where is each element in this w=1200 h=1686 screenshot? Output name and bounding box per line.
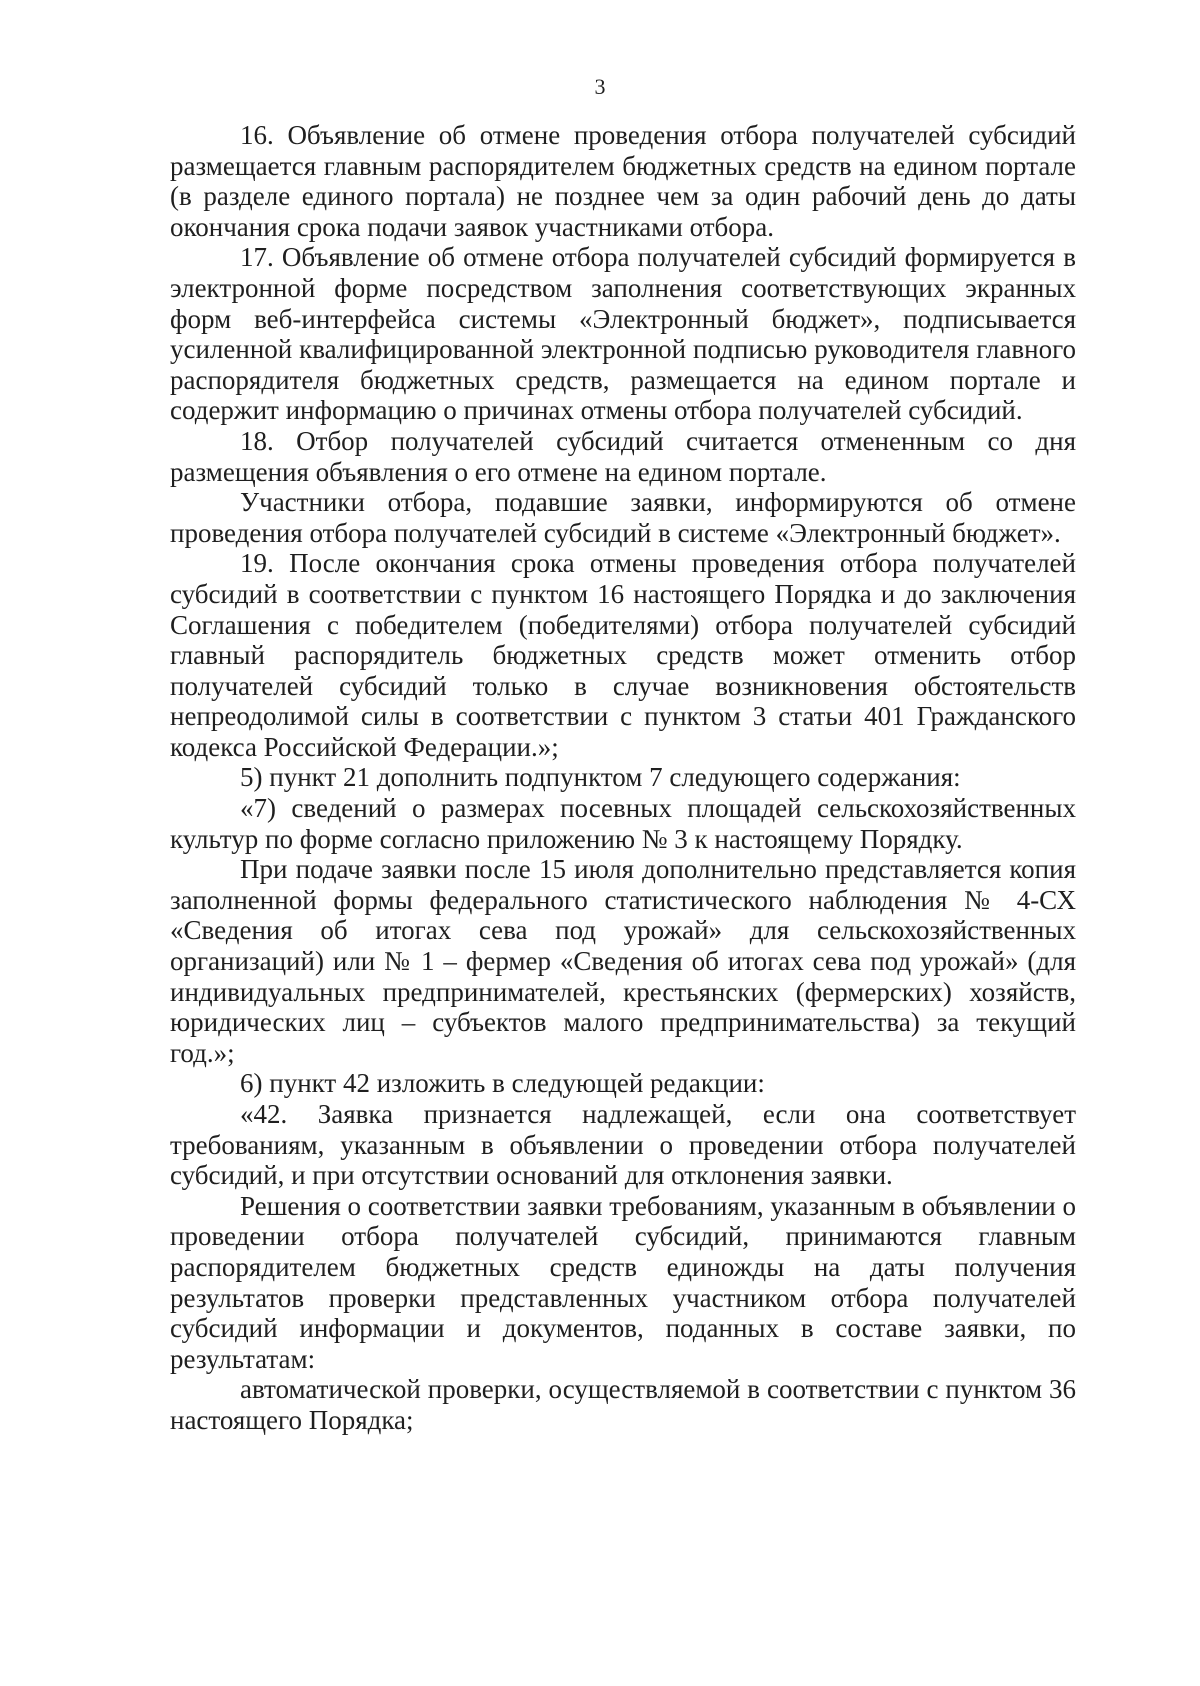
subitem-7: «7) сведений о размерах посевных площадей сельскохозяйственных культур по форме согласно приложению № 3 к настоящему Порядку. bbox=[170, 793, 1076, 854]
paragraph-42: «42. Заявка признается надлежащей, если она соответствует требованиям, указанным в объявлении о проведении отбора получателей субсидий, и при отсутствии оснований для отклонения заявки. bbox=[170, 1099, 1076, 1191]
amendment-item-6: 6) пункт 42 изложить в следующей редакции: bbox=[240, 1068, 765, 1099]
paragraph-18: 18. Отбор получателей субсидий считается отмененным со дня размещения объявления о его отмене на едином портале. bbox=[170, 425, 1076, 487]
paragraph-decisions: Решения о соответствии заявки требованиям, указанным в объявлении о проведении отбора получателей субсидий, принимаются главным распорядителем бюджетных средств единожды на даты получения результатов проверки представленных участником отбора получателей субсидий информации и документов, поданных в составе заявки, по результатам: bbox=[170, 1190, 1076, 1374]
paragraph-19: 19. После окончания срока отмены проведения отбора получателей субсидий в соответствии с пунктом 16 настоящего Порядка и до заключения Соглашения с победителем (победителями) отбора получателей субсидий главный распорядитель бюджетных средств может отменить отбор получателей субсидий только в случае возникновения обстоятельств непреодолимой силы в соответствии с пунктом 3 статьи 401 Гражданского кодекса Российской Федерации.»; bbox=[170, 548, 1076, 762]
paragraph-after-july-15: При подаче заявки после 15 июля дополнительно представляется копия заполненной формы федерального статистического наблюдения № 4-СХ «Сведения об итогах сева под урожай» для сельскохозяйственных организаций) или № 1 – фермер «Сведения об итогах сева под урожай» (для индивидуальных предпринимателей, крестьянских (фермерских) хозяйств, юридических лиц – субъектов малого предпринимательства) за текущий год.»; bbox=[170, 854, 1076, 1068]
paragraph-automatic-check: автоматической проверки, осуществляемой в соответствии с пунктом 36 настоящего Порядка; bbox=[170, 1374, 1076, 1435]
document-body bbox=[170, 120, 1076, 1436]
paragraph-16: 16. Объявление об отмене проведения отбора получателей субсидий размещается главным распорядителем бюджетных средств на едином портале (в разделе единого портала) не позднее чем за один рабочий день до даты окончания срока подачи заявок участниками отбора. bbox=[170, 120, 1076, 242]
page-number: 3 bbox=[594, 74, 606, 99]
paragraph-17: 17. Объявление об отмене отбора получателей субсидий формируется в электронной форме посредством заполнения соответствующих экранных форм веб-интерфейса системы «Электронный бюджет», подписывается усиленной квалифицированной электронной подписью руководителя главного распорядителя бюджетных средств, размещается на едином портале и содержит информацию о причинах отмены отбора получателей субсидий. bbox=[170, 242, 1076, 426]
paragraph-participants-notice: Участники отбора, подавшие заявки, информируются об отмене проведения отбора получателей субсидий в системе «Электронный бюджет». bbox=[170, 487, 1076, 548]
amendment-item-5: 5) пункт 21 дополнить подпунктом 7 следующего содержания: bbox=[240, 762, 961, 793]
